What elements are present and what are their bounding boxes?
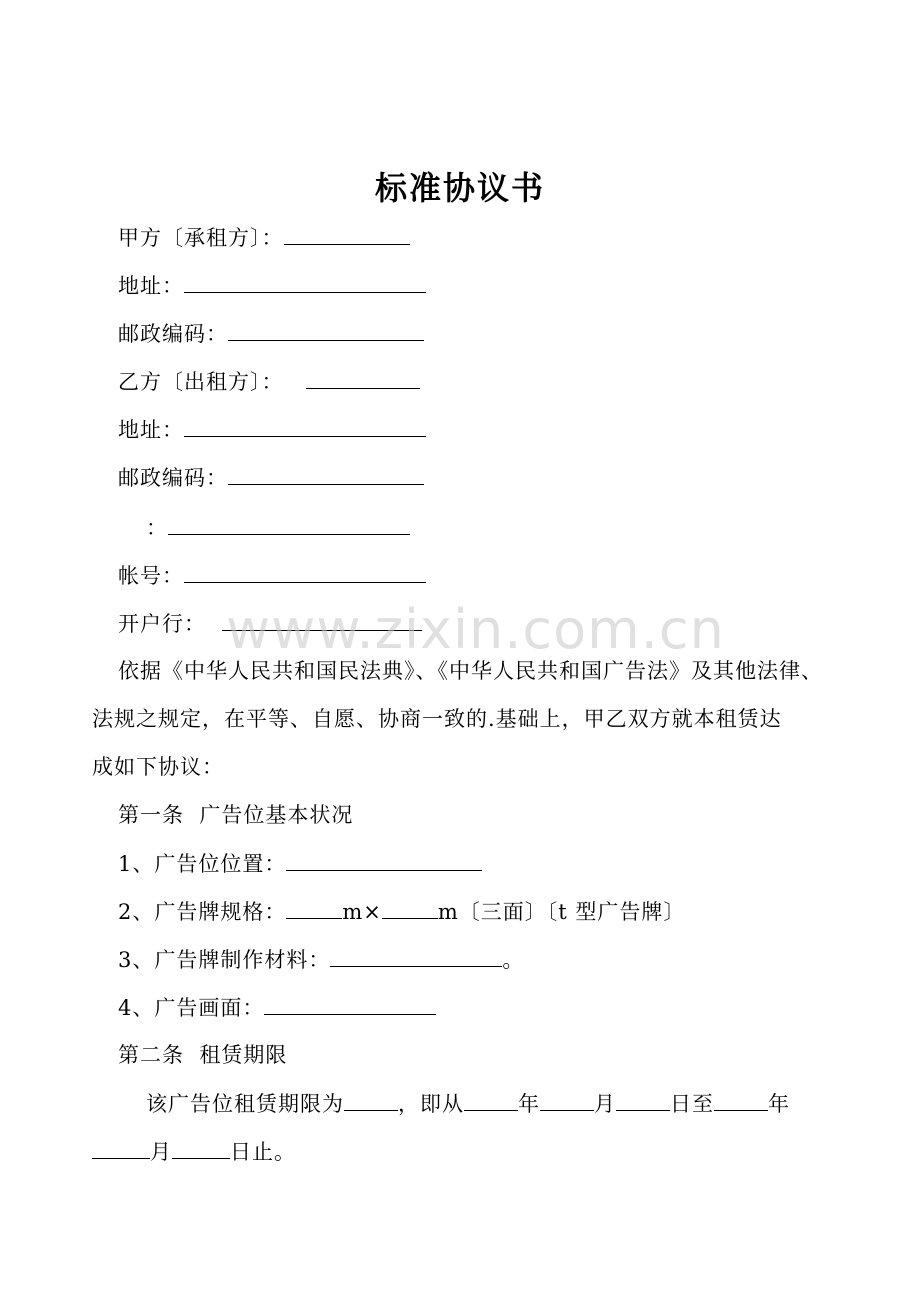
- party-b-account-line: [118, 560, 426, 591]
- size-unit-1: m×: [342, 900, 382, 924]
- start-month-label: 月: [594, 1092, 616, 1116]
- preamble-line-1: 依据《中华人民共和国民法典》、《中华人民共和国广告法》及其他法律、: [118, 659, 823, 683]
- party-b-unlabeled-label: ：: [146, 516, 168, 540]
- party-a-address-label: 地址：: [118, 274, 184, 298]
- party-b-address-label: 地址：: [118, 418, 184, 442]
- party-b-address-line: [118, 414, 426, 445]
- document-title: 标准协议书: [374, 169, 545, 207]
- article-1-item-2-label: 2、广告牌规格：: [118, 900, 287, 924]
- end-year-blank[interactable]: [714, 1088, 768, 1111]
- lease-from-label: ，即从: [398, 1092, 464, 1116]
- party-b-account-label: 帐号：: [118, 564, 184, 588]
- party-a-address-line: [118, 270, 426, 301]
- watermark: www.zixin.com.cn: [226, 598, 725, 661]
- party-b-address-blank[interactable]: [184, 414, 426, 437]
- party-a-postal-label: 邮政编码：: [118, 322, 228, 346]
- start-day-blank[interactable]: [616, 1088, 670, 1111]
- party-b-postal-label: 邮政编码：: [118, 466, 228, 490]
- picture-blank[interactable]: [264, 992, 436, 1015]
- article-1-heading: 第一条 广告位基本状况: [118, 803, 354, 827]
- size-unit-2: m〔三面〕〔t 型广告牌〕: [437, 900, 686, 924]
- party-a-address-blank[interactable]: [184, 270, 426, 293]
- article-1-item-2: [118, 896, 685, 927]
- party-a-postal-line: [118, 318, 424, 349]
- article-1-item-3-label: 3、广告牌制作材料：: [118, 948, 331, 972]
- lease-term-label: 该广告位租赁期限为: [146, 1092, 344, 1116]
- article-1-item-1: [118, 848, 482, 879]
- party-b-line: [118, 366, 420, 397]
- article-2-heading: 第二条 租赁期限: [118, 1043, 288, 1067]
- end-month-blank[interactable]: [92, 1136, 150, 1159]
- material-blank[interactable]: [330, 944, 502, 967]
- end-month-label: 月: [150, 1140, 172, 1164]
- party-a-label: 甲方〔承租方〕：: [118, 226, 284, 250]
- party-b-bank-label: 开户行：: [118, 612, 206, 636]
- party-b-postal-blank[interactable]: [228, 462, 424, 485]
- start-month-blank[interactable]: [540, 1088, 594, 1111]
- article-1-item-3: [118, 944, 524, 975]
- article-2-text-line-2: [92, 1136, 296, 1167]
- article-1-item-4: [118, 992, 436, 1023]
- party-b-bank-line: [118, 608, 422, 639]
- party-b-blank[interactable]: [306, 366, 420, 389]
- day-to-label: 日至: [670, 1092, 714, 1116]
- article-1-item-1-label: 1、广告位位置：: [118, 852, 287, 876]
- party-b-unlabeled-line: [146, 512, 410, 543]
- party-b-postal-line: [118, 462, 424, 493]
- party-b-unlabeled-blank[interactable]: [168, 512, 410, 535]
- start-year-blank[interactable]: [464, 1088, 518, 1111]
- end-day-label: 日止。: [230, 1140, 296, 1164]
- location-blank[interactable]: [286, 848, 482, 871]
- party-b-label: 乙方〔出租方〕：: [118, 370, 284, 394]
- preamble-line-2: 法规之规定，在平等、自愿、协商一致的.基础上，甲乙双方就本租赁达: [92, 707, 782, 731]
- article-2-text-line-1: [146, 1088, 790, 1119]
- lease-term-blank[interactable]: [344, 1088, 398, 1111]
- size-width-blank[interactable]: [286, 896, 342, 919]
- article-1-item-3-end: 。: [502, 948, 525, 972]
- preamble-line-3: 成如下协议：: [92, 755, 224, 779]
- party-a-postal-blank[interactable]: [228, 318, 424, 341]
- article-1-item-4-label: 4、广告画面：: [118, 996, 265, 1020]
- end-day-blank[interactable]: [172, 1136, 230, 1159]
- start-year-label: 年: [518, 1092, 540, 1116]
- party-b-account-blank[interactable]: [184, 560, 426, 583]
- end-year-label: 年: [768, 1092, 790, 1116]
- party-a-blank[interactable]: [284, 222, 410, 245]
- size-height-blank[interactable]: [382, 896, 438, 919]
- party-b-bank-blank[interactable]: [222, 608, 422, 631]
- party-a-line: [118, 222, 410, 253]
